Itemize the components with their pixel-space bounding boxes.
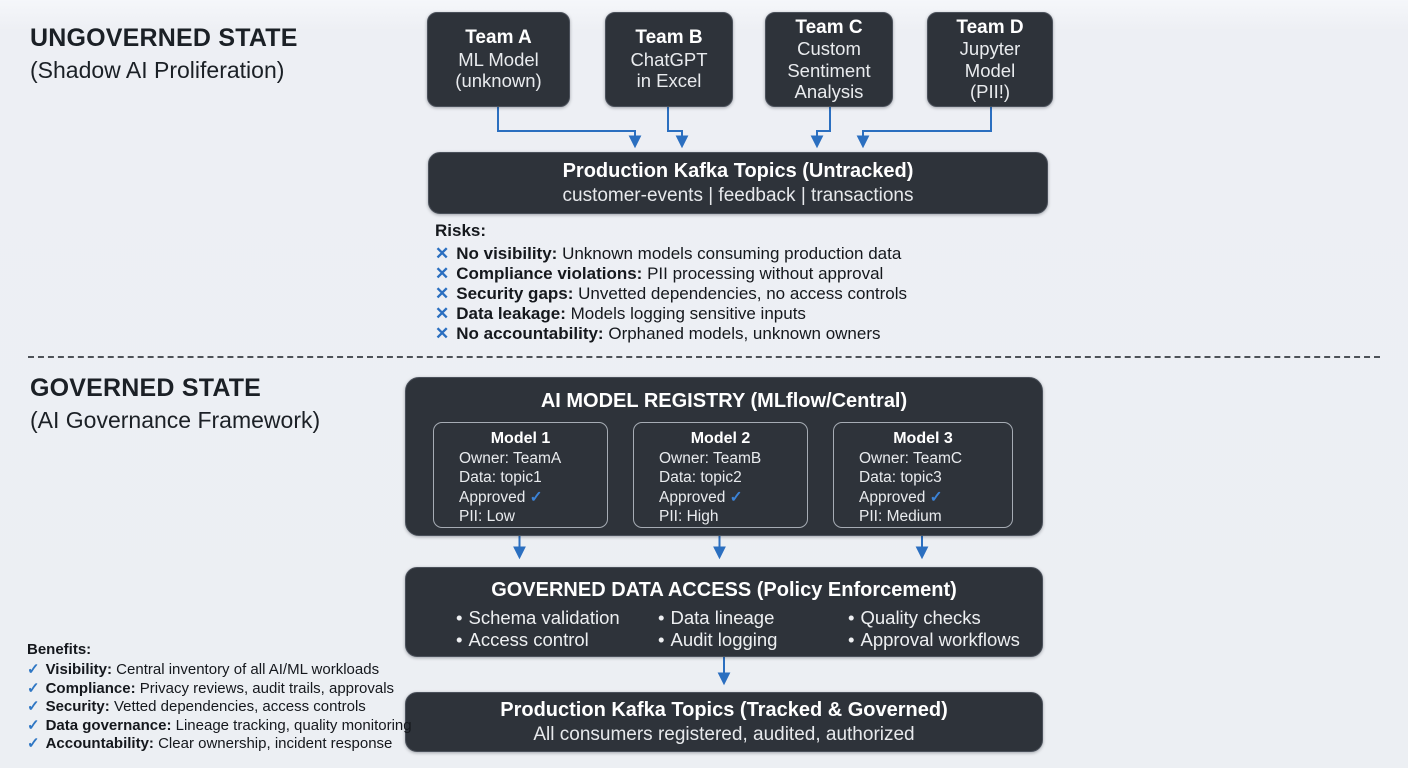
x-icon: ✕ bbox=[435, 284, 450, 303]
benefit-item bbox=[27, 661, 412, 680]
bullet-icon: • bbox=[658, 607, 665, 628]
team-c-line: Analysis bbox=[794, 81, 864, 102]
governed-subtitle: (AI Governance Framework) bbox=[30, 407, 321, 433]
risk-desc: Models logging sensitive inputs bbox=[570, 304, 806, 323]
benefit-item bbox=[27, 698, 412, 717]
ungoverned-label-block bbox=[30, 24, 298, 84]
arrow-team-d-to-kafka bbox=[863, 107, 991, 145]
team-b-line: in Excel bbox=[636, 70, 702, 92]
access-column bbox=[848, 607, 1020, 650]
team-b-name: Team B bbox=[635, 27, 703, 49]
check-icon: ✓ bbox=[929, 488, 943, 506]
model-2-approved: Approved ✓ bbox=[659, 488, 743, 506]
risk-item bbox=[435, 304, 907, 324]
risk-term: Compliance violations: bbox=[456, 264, 643, 283]
access-item: Audit logging bbox=[670, 628, 778, 650]
team-c-line: Custom bbox=[797, 38, 861, 59]
risk-item bbox=[435, 264, 907, 284]
model-3-name: Model 3 bbox=[893, 430, 953, 447]
benefits-list bbox=[27, 640, 412, 754]
kafka-untracked-title: Production Kafka Topics (Untracked) bbox=[562, 159, 914, 182]
benefit-desc: Clear ownership, incident response bbox=[158, 735, 393, 753]
benefit-term: Security: bbox=[45, 698, 110, 716]
governed-title: GOVERNED STATE bbox=[30, 374, 262, 402]
arrow-team-b-to-kafka bbox=[668, 107, 682, 145]
x-icon: ✕ bbox=[435, 264, 450, 283]
risk-term: Data leakage: bbox=[456, 304, 566, 323]
team-a-name: Team A bbox=[465, 27, 532, 49]
arrow-team-a-to-kafka bbox=[498, 107, 635, 145]
checkmark-icon: ✓ bbox=[27, 698, 40, 716]
governed-label-block bbox=[30, 374, 320, 434]
bullet-icon: • bbox=[848, 607, 855, 628]
model-registry-title: AI MODEL REGISTRY (MLflow/Central) bbox=[540, 390, 908, 412]
kafka-governed-subtitle: All consumers registered, audited, authorized bbox=[533, 723, 915, 745]
ungoverned-subtitle: (Shadow AI Proliferation) bbox=[30, 57, 285, 83]
model-1-pii: PII: Low bbox=[459, 508, 515, 525]
model-2-pii: PII: High bbox=[659, 508, 719, 525]
access-item: Access control bbox=[468, 628, 589, 650]
team-b-line: ChatGPT bbox=[630, 48, 708, 70]
team-a-line: (unknown) bbox=[455, 70, 542, 92]
governed-access-box bbox=[405, 567, 1043, 657]
checkmark-icon: ✓ bbox=[27, 661, 40, 678]
team-a-box bbox=[427, 12, 570, 107]
team-a-line: ML Model bbox=[458, 48, 539, 70]
bullet-icon: • bbox=[658, 628, 665, 650]
model-3-data: Data: topic3 bbox=[859, 469, 942, 486]
risk-term: No accountability: bbox=[456, 324, 604, 343]
model-1-owner: Owner: TeamA bbox=[459, 449, 562, 467]
ungoverned-title: UNGOVERNED STATE bbox=[30, 24, 298, 52]
risk-desc: Orphaned models, unknown owners bbox=[608, 324, 881, 343]
kafka-untracked-topics: customer-events | feedback | transactions bbox=[562, 184, 914, 206]
team-d-box bbox=[927, 12, 1053, 107]
team-d-line: (PII!) bbox=[969, 81, 1011, 102]
kafka-governed-box bbox=[405, 692, 1043, 752]
governed-access-columns bbox=[406, 607, 1042, 650]
team-c-name: Team C bbox=[795, 16, 863, 38]
governed-access-title: GOVERNED DATA ACCESS (Policy Enforcement) bbox=[491, 579, 957, 601]
section-divider bbox=[28, 356, 1380, 358]
model-registry-box bbox=[405, 377, 1043, 536]
checkmark-icon: ✓ bbox=[27, 679, 40, 697]
model-3-approved: Approved ✓ bbox=[859, 488, 943, 506]
model-2-data: Data: topic2 bbox=[659, 469, 742, 486]
checkmark-icon: ✓ bbox=[27, 735, 40, 753]
team-c-line: Sentiment bbox=[787, 59, 871, 81]
model-1-card bbox=[433, 422, 608, 528]
benefit-desc: Privacy reviews, audit trails, approvals bbox=[139, 679, 395, 697]
model-3-owner: Owner: TeamC bbox=[859, 449, 963, 467]
team-b-box bbox=[605, 12, 733, 107]
access-item: Schema validation bbox=[468, 607, 620, 628]
bullet-icon: • bbox=[848, 628, 855, 650]
team-d-name: Team D bbox=[956, 16, 1024, 38]
model-1-data: Data: topic1 bbox=[459, 469, 542, 486]
x-icon: ✕ bbox=[435, 244, 450, 263]
check-icon: ✓ bbox=[529, 488, 543, 506]
model-2-owner: Owner: TeamB bbox=[659, 449, 762, 467]
kafka-governed-title: Production Kafka Topics (Tracked & Governed) bbox=[500, 698, 948, 721]
team-d-line: Jupyter bbox=[959, 38, 1021, 59]
risk-term: Security gaps: bbox=[456, 284, 574, 303]
risk-item bbox=[435, 324, 907, 344]
checkmark-icon: ✓ bbox=[27, 716, 40, 734]
risk-term: No visibility: bbox=[456, 244, 558, 263]
model-1-approved: Approved ✓ bbox=[459, 488, 543, 506]
risk-item bbox=[435, 244, 907, 264]
benefit-item bbox=[27, 717, 412, 736]
access-item: Data lineage bbox=[670, 607, 775, 628]
arrow-team-c-to-kafka bbox=[817, 107, 830, 145]
access-column bbox=[658, 607, 848, 650]
risk-item bbox=[435, 284, 907, 304]
risk-desc: Unvetted dependencies, no access controls bbox=[578, 284, 908, 303]
risk-desc: PII processing without approval bbox=[647, 264, 884, 283]
benefits-header: Benefits: bbox=[27, 641, 92, 658]
benefit-desc: Vetted dependencies, access controls bbox=[113, 698, 366, 716]
kafka-untracked-box bbox=[428, 152, 1048, 214]
risks-header: Risks: bbox=[435, 221, 487, 240]
model-2-name: Model 2 bbox=[690, 430, 751, 447]
model-cards-row bbox=[406, 422, 1042, 528]
benefit-desc: Central inventory of all AI/ML workloads bbox=[116, 661, 380, 678]
model-1-name: Model 1 bbox=[490, 430, 551, 447]
model-2-card bbox=[633, 422, 808, 528]
team-d-line: Model bbox=[964, 59, 1016, 81]
check-icon: ✓ bbox=[729, 488, 743, 506]
benefit-desc: Lineage tracking, quality monitoring bbox=[175, 716, 412, 734]
benefit-term: Visibility: bbox=[45, 661, 112, 678]
benefit-item bbox=[27, 680, 412, 699]
benefit-term: Data governance: bbox=[45, 716, 172, 734]
access-item: Quality checks bbox=[860, 607, 981, 628]
bullet-icon: • bbox=[456, 628, 463, 650]
model-3-pii: PII: Medium bbox=[859, 508, 942, 525]
x-icon: ✕ bbox=[435, 324, 450, 343]
benefit-item bbox=[27, 735, 412, 754]
benefit-term: Compliance: bbox=[45, 679, 136, 697]
benefit-term: Accountability: bbox=[45, 735, 154, 753]
access-item: Approval workflows bbox=[860, 628, 1020, 650]
risk-desc: Unknown models consuming production data bbox=[562, 244, 902, 263]
model-3-card bbox=[833, 422, 1013, 528]
access-column bbox=[456, 607, 658, 650]
x-icon: ✕ bbox=[435, 304, 450, 323]
risks-list bbox=[435, 221, 907, 344]
team-c-box bbox=[765, 12, 893, 107]
bullet-icon: • bbox=[456, 607, 463, 628]
